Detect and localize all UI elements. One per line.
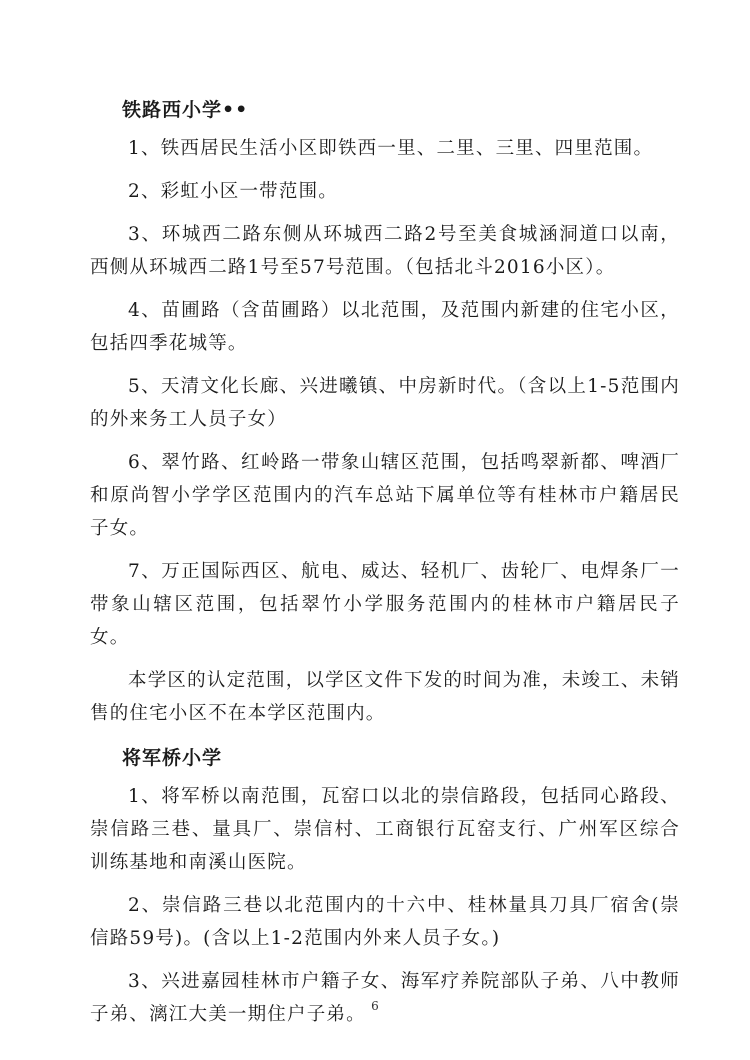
paragraph: 7、万正国际西区、航电、威达、轻机厂、齿轮厂、电焊条厂一带象山辖区范围，包括翠竹小学服务范围内的桂林市户籍居民子女。	[90, 561, 680, 648]
paragraph: 3、兴进嘉园桂林市户籍子女、海军疗养院部队子弟、八中教师子弟、漓江大美一期住户子弟。	[90, 971, 680, 1025]
document-body	[90, 92, 680, 1041]
paragraph: 3、环城西二路东侧从环城西二路2号至美食城涵洞道口以南，西侧从环城西二路1号至57号范围。（包括北斗2016小区）。	[90, 224, 680, 278]
paragraph: 2、彩虹小区一带范围。	[128, 181, 338, 202]
paragraph: 5、天清文化长廊、兴进曦镇、中房新时代。（含以上1-5范围内的外来务工人员子女）	[90, 376, 680, 430]
paragraph: 1、将军桥以南范围，瓦窑口以北的崇信路段，包括同心路段、崇信路三巷、量具厂、崇信村、工商银行瓦窑支行、广州军区综合训练基地和南溪山医院。	[90, 786, 680, 873]
section-title: 铁路西小学••	[122, 99, 249, 121]
page-number: 6	[371, 999, 379, 1013]
paragraph: 4、苗圃路（含苗圃路）以北范围，及范围内新建的住宅小区，包括四季花城等。	[90, 300, 680, 354]
section-title: 将军桥小学	[122, 747, 223, 769]
section-jiangjunqiao-school	[90, 740, 680, 1031]
paragraph: 2、崇信路三巷以北范围内的十六中、桂林量具刀具厂宿舍(崇信路59号)。(含以上1-2范围内外来人员子女。)	[90, 895, 680, 949]
paragraph: 1、铁西居民生活小区即铁西一里、二里、三里、四里范围。	[128, 138, 654, 159]
paragraph: 6、翠竹路、红岭路一带象山辖区范围，包括鸣翠新都、啤酒厂和原尚智小学学区范围内的汽车总站下属单位等有桂林市户籍居民子女。	[90, 452, 680, 539]
section-tielu-west-school	[90, 92, 680, 730]
paragraph: 本学区的认定范围，以学区文件下发的时间为准，未竣工、未销售的住宅小区不在本学区范围内。	[90, 670, 680, 724]
